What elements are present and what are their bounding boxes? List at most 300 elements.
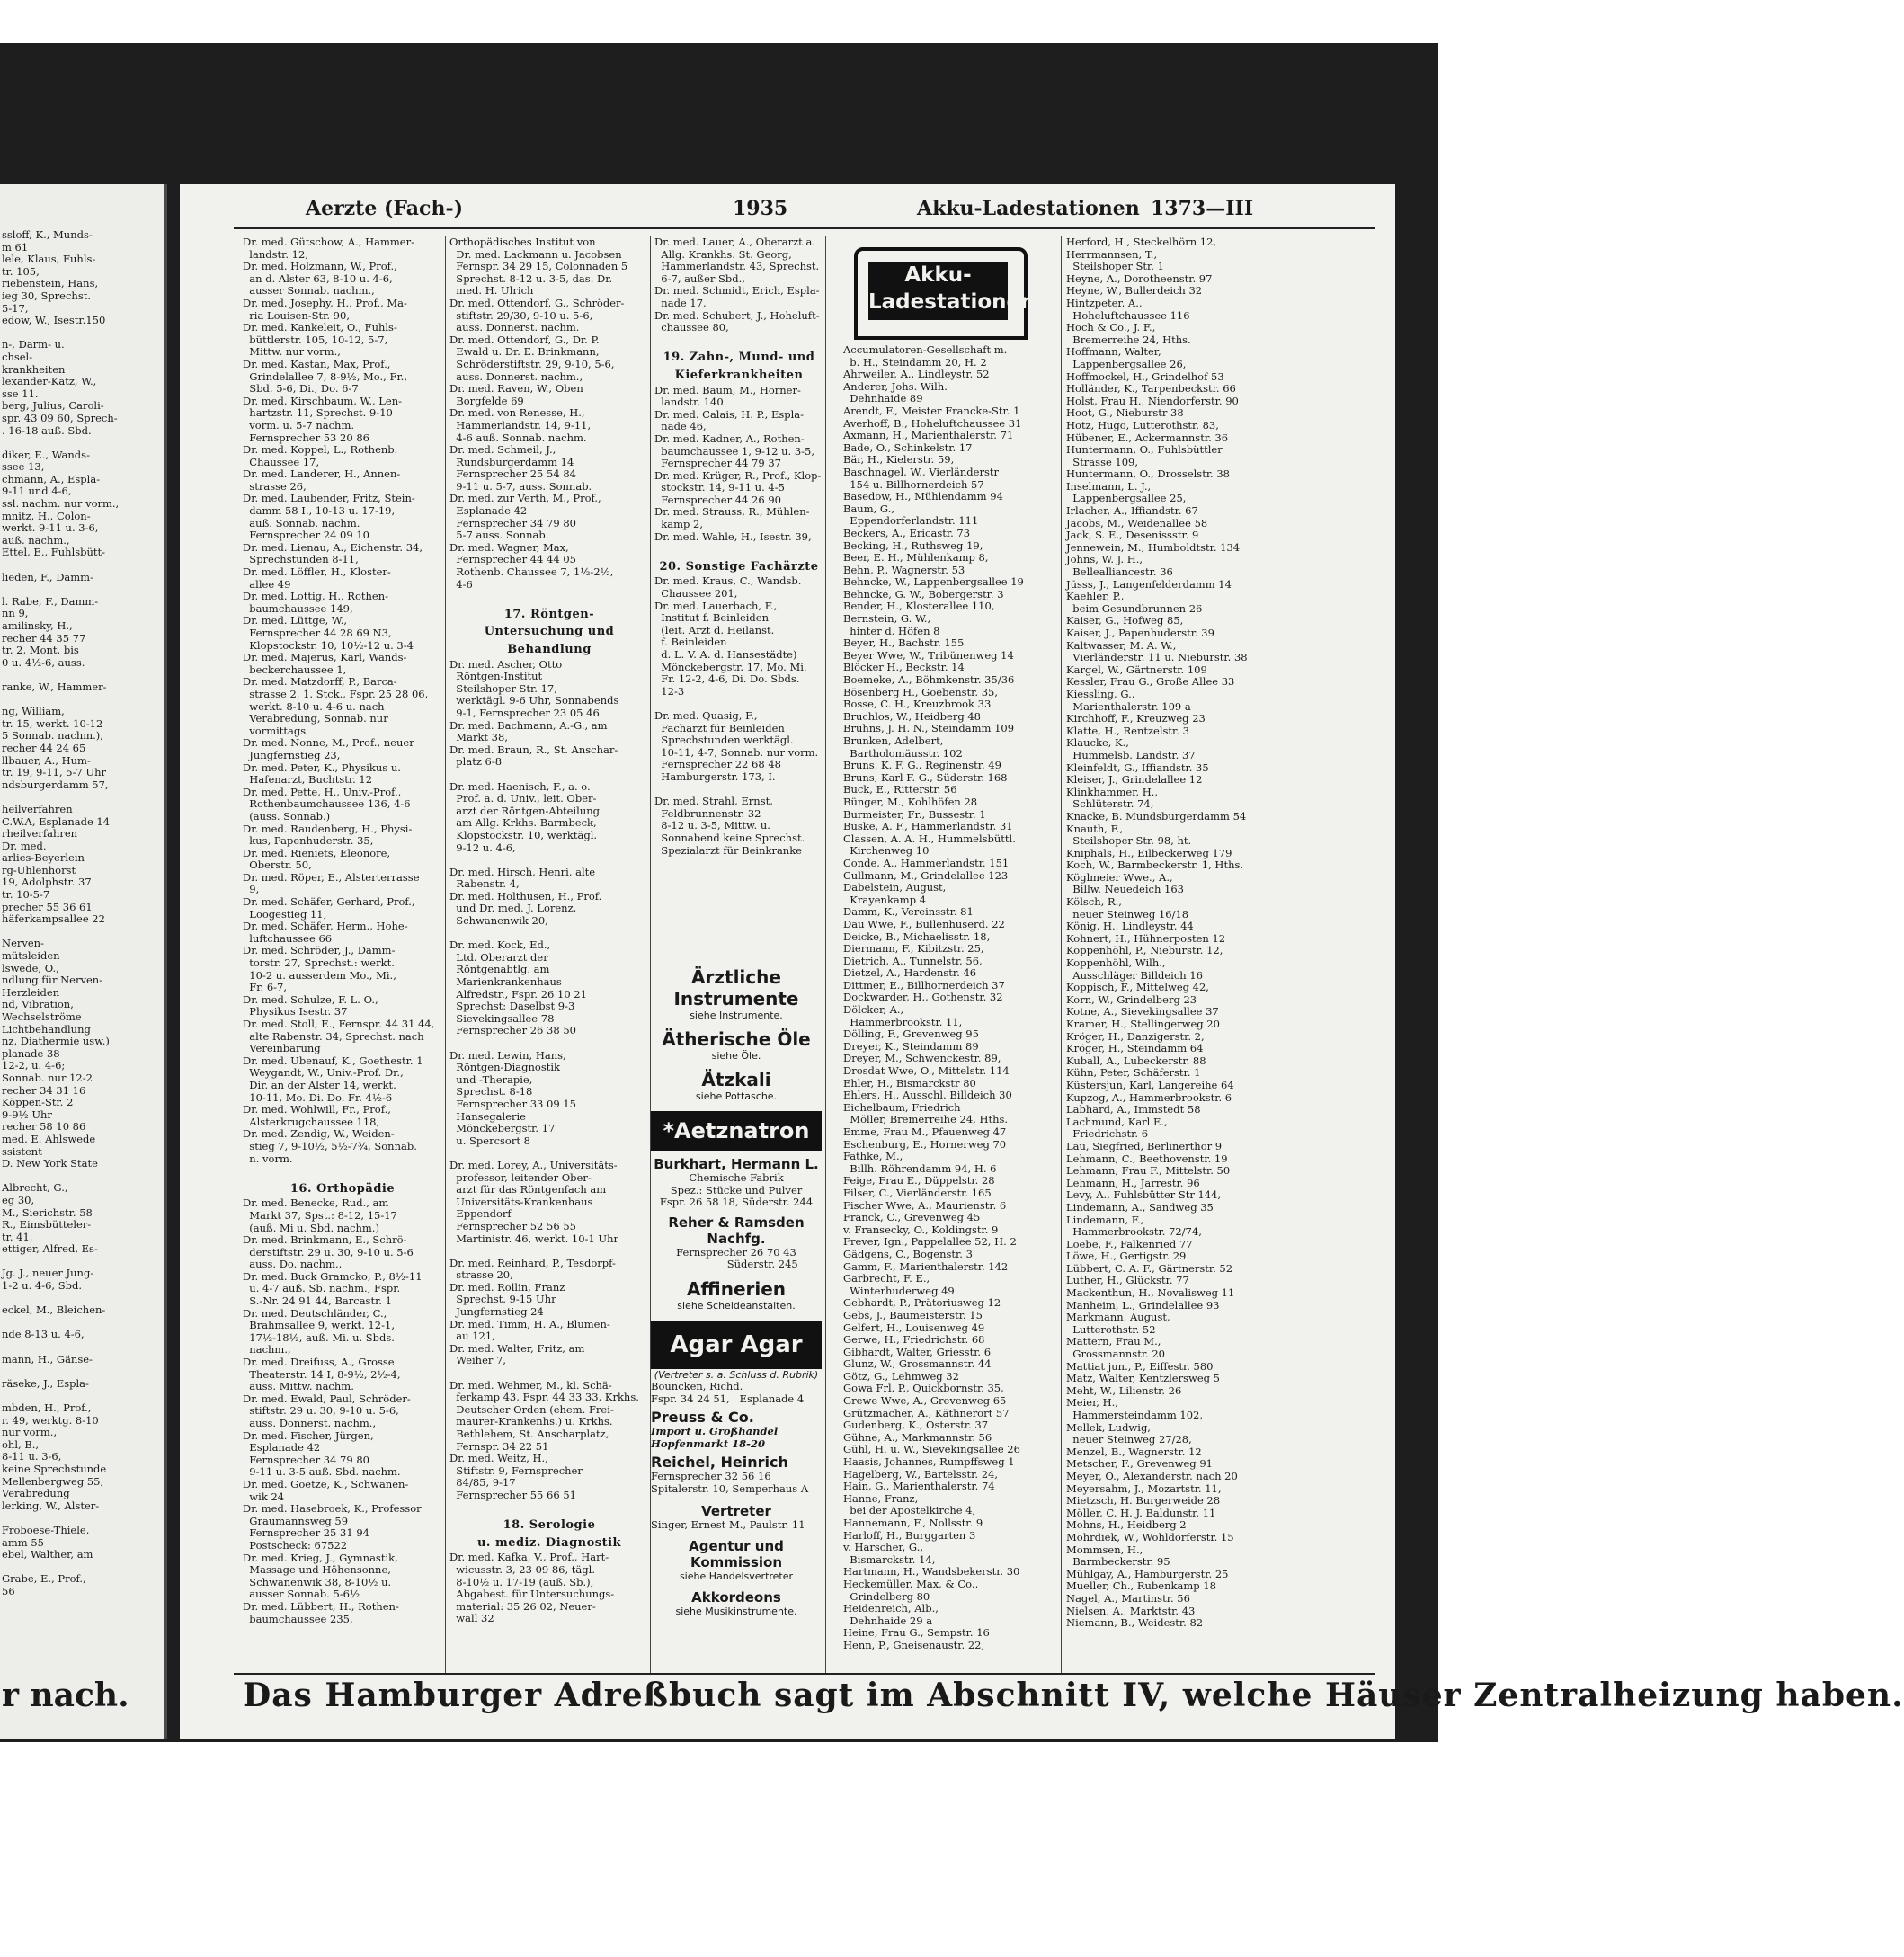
directory-line: Hanne, Franz, <box>843 1491 919 1505</box>
directory-line: u. Spercsort 8 <box>449 1134 530 1147</box>
directory-line <box>449 769 649 781</box>
directory-line <box>2 926 162 938</box>
directory-line: Grindelallee 7, 8-9½, Mo., Fr., <box>243 369 407 383</box>
akku-heading-box <box>854 247 1036 340</box>
directory-line: landstr. 140 <box>654 396 724 409</box>
directory-line: 5-7 auss. Sonnab. <box>449 529 549 542</box>
directory-line: Möller, Bremerreihe 24, Hths. <box>843 1113 1009 1126</box>
directory-line: chsel- <box>2 350 33 363</box>
directory-line: Dr. med. Schulze, F. L. O., <box>243 992 378 1006</box>
ad-agar-title: Agar Agar <box>651 1321 822 1369</box>
directory-line: Levy, A., Fuhlsbütter Str 144, <box>1066 1188 1222 1202</box>
directory-line: Hammersteindamm 102, <box>1066 1409 1204 1421</box>
directory-line <box>449 1502 649 1515</box>
directory-line: Dr. med. Lienau, A., Eichenstr. 34, <box>243 540 423 554</box>
directory-line: Dir. an der Alster 14, werkt. <box>243 1078 396 1091</box>
directory-line: Dr. med. Strahl, Ernst, <box>654 795 773 808</box>
directory-line: d. L. V. A. d. Hansestädte) <box>654 648 797 661</box>
directory-line: Verabredung <box>2 1487 70 1500</box>
directory-line: Heidenreich, Alb., <box>843 1602 939 1615</box>
directory-line: Boemeke, A., Böhmkenstr. 35/36 <box>843 673 1015 687</box>
section-heading: 16. Orthopädie <box>289 1181 396 1196</box>
directory-line: Deutscher Orden (ehem. Frei- <box>449 1402 614 1416</box>
directory-line: Bernstein, G. W., <box>843 612 931 626</box>
directory-line: Dr. med. Pette, H., Univ.-Prof., <box>243 785 402 798</box>
section-heading: 20. Sonstige Fachärzte <box>659 559 819 574</box>
directory-line: 5-17, <box>2 301 29 315</box>
directory-line: riebenstein, Hans, <box>2 277 99 290</box>
directory-line: Korn, W., Grindelberg 23 <box>1066 992 1197 1006</box>
directory-line: Röntgen-Institut <box>449 670 543 683</box>
directory-line: Schwanenwik 38, 8-10½ u. <box>243 1575 392 1588</box>
directory-line: baumchaussee 149, <box>243 601 353 615</box>
directory-line: Albrecht, G., <box>2 1181 68 1195</box>
directory-line: Luther, H., Glückstr. 77 <box>1066 1274 1189 1287</box>
directory-line: Mattern, Frau M., <box>1066 1335 1161 1348</box>
left-page-fragment <box>0 184 167 1739</box>
directory-line: Dr. med. Ascher, Otto <box>449 657 563 671</box>
directory-line: Bellealliancestr. 36 <box>1066 565 1173 579</box>
directory-line: Hammerbrookstr. 72/74, <box>1066 1225 1202 1239</box>
directory-line: Hammerlandstr. 43, Sprechst. <box>654 260 820 273</box>
directory-line: Niemann, B., Weidestr. 82 <box>1066 1616 1204 1630</box>
directory-line: Dr. med. Landerer, H., Annen- <box>243 467 401 481</box>
directory-line: Dölling, F., Grevenweg 95 <box>843 1027 979 1041</box>
directory-line: 9-1, Fernsprecher 23 05 46 <box>449 706 600 719</box>
directory-line: ndlung für Nerven- <box>2 974 103 987</box>
directory-line: Dr. med. Rieniets, Eleonore, <box>243 846 391 859</box>
directory-line: 9-11 u. 5-7, auss. Sonnab. <box>449 479 592 493</box>
directory-line: Bethlehem, St. Anscharplatz, <box>449 1428 609 1440</box>
directory-line: Esplanade 42 <box>243 1441 321 1454</box>
directory-line: 9, <box>243 883 260 896</box>
directory-line: Hoch & Co., J. F., <box>1066 321 1156 334</box>
directory-line: Hammerlandstr. 14, 9-11, <box>449 418 592 431</box>
directory-line: Brahmsallee 9, werkt. 12-1, <box>243 1319 395 1332</box>
directory-line: Diermann, F., Kibitzstr. 25, <box>843 942 984 956</box>
directory-line: Buske, A. F., Hammerlandstr. 31 <box>843 820 1013 833</box>
directory-line: Dr. med. Gütschow, A., Hammer- <box>243 236 414 248</box>
directory-line: Köppen-Str. 2 <box>2 1096 74 1109</box>
directory-line: Markmann, August, <box>1066 1311 1170 1324</box>
directory-line: Hoot, G., Nieburstr 38 <box>1066 406 1184 420</box>
directory-line: Gelfert, H., Louisenweg 49 <box>843 1321 985 1334</box>
directory-line: nde 8-13 u. 4-6, <box>2 1328 85 1341</box>
directory-line: Drosdat Wwe, O., Mittelstr. 114 <box>843 1064 1010 1078</box>
directory-line: D. New York State <box>2 1157 98 1170</box>
directory-line: Kaiser, J., Papenhuderstr. 39 <box>1066 627 1214 639</box>
directory-line: Hafenarzt, Buchtstr. 12 <box>243 773 373 787</box>
directory-line: Huntermann, O., Drosselstr. 38 <box>1066 467 1231 481</box>
directory-line: torstr. 27, Sprechst.: werkt. <box>243 956 395 970</box>
directory-line: alte Rabenstr. 34, Sprechst. nach <box>243 1029 424 1043</box>
directory-line: auss. Mittw. nachm. <box>243 1380 354 1393</box>
directory-line <box>449 591 649 603</box>
directory-line: Sprechst. 8-12 u. 3-5, das. Dr. <box>449 271 613 285</box>
directory-line: Dr. med. Strauss, R., Mühlen- <box>654 505 810 519</box>
directory-line: diker, E., Wands- <box>2 448 90 461</box>
directory-line: Hintzpeter, A., <box>1066 296 1143 309</box>
directory-line: Dr. med. Baum, M., Horner- <box>654 383 801 396</box>
directory-line: Bruchlos, W., Heidberg 48 <box>843 709 981 723</box>
directory-line: Dr. med. Ubenauf, K., Goethestr. 1 <box>243 1054 423 1067</box>
directory-line: Grabe, E., Prof., <box>2 1572 86 1586</box>
directory-line: C.W.A, Esplanade 14 <box>2 814 111 828</box>
directory-line: Dr. med. Kastan, Max, Prof., <box>243 357 391 370</box>
directory-line: ssl. nachm. nur vorm., <box>2 497 120 511</box>
directory-line: Jennewein, M., Humboldtstr. 134 <box>1066 540 1241 554</box>
directory-line: Hamburgerstr. 173, I. <box>654 769 776 783</box>
directory-line: Frever, Ign., Pappelallee 52, H. 2 <box>843 1235 1017 1249</box>
directory-line: Nagel, A., Martinstr. 56 <box>1066 1591 1190 1605</box>
directory-line: Bruns, K. F. G., Reginenstr. 49 <box>843 759 1001 772</box>
directory-line: Heyne, A., Dorotheenstr. 97 <box>1066 271 1213 285</box>
directory-line: stockstr. 14, 9-11 u. 4-5 <box>654 481 785 494</box>
directory-line: Röntgen-Diagnostik <box>449 1061 560 1074</box>
directory-line: M., Sierichstr. 58 <box>2 1205 93 1219</box>
ad-aetzkali-title: Ätzkali <box>701 1069 771 1090</box>
directory-line: ria Louisen-Str. 90, <box>243 308 350 322</box>
directory-line: Bünger, M., Kohlhöfen 28 <box>843 795 978 808</box>
directory-line: Lehmann, C., Beethovenstr. 19 <box>1066 1152 1228 1165</box>
directory-line: Mietzsch, H. Burgerweide 28 <box>1066 1494 1221 1508</box>
directory-line: Dr. med. Kock, Ed., <box>449 938 551 952</box>
directory-line: Lehmann, H., Jarrestr. 96 <box>1066 1176 1200 1189</box>
directory-line: Orthopädisches Institut von <box>449 236 596 248</box>
directory-line: Feldbrunnenstr. 32 <box>654 806 761 820</box>
directory-line: ssee 13, <box>2 460 45 474</box>
directory-line: Dietrich, A., Tunnelstr. 56, <box>843 954 983 967</box>
directory-line: lexander-Katz, W., <box>2 375 97 388</box>
advert-column <box>651 959 822 1642</box>
directory-line: Massage und Höhensonne, <box>243 1563 391 1577</box>
directory-line <box>449 854 649 867</box>
directory-line: Metscher, F., Grevenweg 91 <box>1066 1457 1213 1471</box>
directory-line: sse 11. <box>2 387 39 400</box>
directory-line: auss. Donnerst. nachm., <box>449 369 583 383</box>
directory-line: 6-7, außer Sbd., <box>654 271 745 285</box>
directory-line: Koppisch, F., Mittelweg 42, <box>1066 981 1209 994</box>
directory-line: professor, leitender Ober- <box>449 1170 592 1184</box>
directory-line: (auss. Sonnab.) <box>243 809 331 823</box>
directory-line: Lübbert, C. A. F., Gärtnerstr. 52 <box>1066 1261 1233 1275</box>
directory-line: lele, Klaus, Fuhls- <box>2 253 96 266</box>
directory-line: Billh. Röhrendamm 94, H. 6 <box>843 1161 997 1175</box>
directory-line: nade 17, <box>654 296 707 309</box>
directory-line: Dr. med. Schäfer, Herm., Hohe- <box>243 920 408 933</box>
directory-line: Ahrweiler, A., Lindleystr. 52 <box>843 368 990 381</box>
directory-line: werkt. 9-11 u. 3-6, <box>2 521 99 535</box>
directory-line: Klinkhammer, H., <box>1066 785 1159 798</box>
directory-line: 84/85, 9-17 <box>449 1476 516 1490</box>
directory-line: Koppenhöhl, P., Nieburstr. 12, <box>1066 944 1223 957</box>
directory-line: Dr. med. Wohlwill, Fr., Prof., <box>243 1103 391 1116</box>
ad-preuss-text: Import u. Großhandel Hopfenmarkt 18-20 <box>651 1425 779 1450</box>
directory-line: strasse 2, 1. Stck., Fspr. 25 28 06, <box>243 687 429 700</box>
directory-line: Baum, G., <box>843 502 895 515</box>
directory-line: Beckers, A., Ericastr. 73 <box>843 526 971 539</box>
directory-line: Dr. med. Kirschbaum, W., Len- <box>243 394 403 407</box>
directory-line: Mittw. nur vorm., <box>243 345 341 359</box>
directory-line: Bade, O., Schinkelstr. 17 <box>843 440 973 454</box>
directory-line: Dr. med. Schmidt, Erich, Espla- <box>654 284 820 298</box>
directory-line: Jungfernstieg 23, <box>243 748 341 761</box>
directory-line: ndsburgerdamm 57, <box>2 778 109 791</box>
section-heading: Behandlung <box>507 643 592 656</box>
directory-line: Dr. med. Löffler, H., Kloster- <box>243 565 391 579</box>
directory-line: Institut f. Beinleiden <box>654 611 769 625</box>
directory-line: Dehnhaide 89 <box>843 392 923 405</box>
directory-line: ng, William, <box>2 705 65 718</box>
directory-line: Dr. med. Lüttge, W., <box>243 614 348 627</box>
directory-line: Grindelberg 80 <box>843 1589 930 1603</box>
directory-line: eg 30, <box>2 1193 35 1206</box>
directory-line: Brunken, Adelbert, <box>843 734 944 747</box>
directory-line: Deicke, B., Michaelisstr. 18, <box>843 930 991 943</box>
directory-line: Jacobs, M., Weidenallee 58 <box>1066 516 1208 529</box>
directory-line: Huntermann, O., Fuhlsbüttler <box>1066 443 1223 457</box>
directory-line: Lichtbehandlung <box>2 1022 91 1036</box>
directory-line: Oberstr. 50, <box>243 858 312 872</box>
directory-line: Ltd. Oberarzt der <box>449 950 548 964</box>
ad-affinerien-ref: siehe Scheideanstalten. <box>677 1299 796 1312</box>
directory-line: Dr. med. Fischer, Jürgen, <box>243 1428 374 1442</box>
directory-line: Gebs, J., Baumeisterstr. 15 <box>843 1308 983 1321</box>
ad-reichel-text: Fernsprecher 32 56 16 Spitalerstr. 10, Semperhaus A <box>651 1470 809 1495</box>
directory-line: allee 49 <box>243 577 291 591</box>
section-heading: Untersuchung und <box>484 625 615 639</box>
directory-line: Behncke, W., Lappenbergsallee 19 <box>843 575 1024 589</box>
ad-reher-name: Reher & Ramsden Nachfg. <box>668 1214 805 1247</box>
directory-line <box>2 791 162 804</box>
directory-line: Dietzel, A., Hardenstr. 46 <box>843 966 977 980</box>
directory-line <box>449 928 649 940</box>
directory-line: Beyer, H., Bachstr. 155 <box>843 636 965 650</box>
header-section-right: Akku-Ladestationen <box>917 197 1140 220</box>
directory-line: tr. 105, <box>2 264 40 278</box>
directory-line: spr. 43 09 60, Sprech- <box>2 411 118 424</box>
directory-line: Franck, C., Grevenweg 45 <box>843 1211 981 1224</box>
directory-line: Martinistr. 46, werkt. 10-1 Uhr <box>449 1232 618 1245</box>
directory-line: au 121, <box>449 1330 495 1343</box>
directory-line: Postscheck: 67522 <box>243 1538 348 1552</box>
directory-line: und Dr. med. J. Lorenz, <box>449 902 577 915</box>
directory-line: berg, Julius, Caroli- <box>2 399 104 413</box>
directory-line: v. Fransecky, O., Koldingstr. 9 <box>843 1223 999 1236</box>
directory-line: Fernsprecher 33 09 15 <box>449 1097 576 1110</box>
directory-line: chmann, A., Espla- <box>2 472 101 485</box>
ad-vertreter-text: Singer, Ernest M., Paulstr. 11 <box>651 1517 805 1531</box>
directory-line: büttlerstr. 105, 10-12, 5-7, <box>243 333 388 346</box>
directory-line: Lindemann, A., Sandweg 35 <box>1066 1200 1214 1214</box>
directory-line: 154 u. Billhornerdeich 57 <box>843 477 984 491</box>
left-page-banner: r nach. <box>2 1677 129 1714</box>
directory-line: Meyersahm, J., Mozartstr. 11, <box>1066 1481 1222 1495</box>
directory-line: Dr. med. Koppel, L., Rothenb. <box>243 443 398 457</box>
directory-line: m 61 <box>2 240 29 254</box>
directory-line: Mellenbergweg 55, <box>2 1474 104 1488</box>
directory-line: Fernspr. 34 22 51 <box>449 1439 549 1453</box>
directory-line: Stiftstr. 9, Fernsprecher <box>449 1463 583 1477</box>
directory-line: 12-2, u. 4-6; <box>2 1059 66 1072</box>
directory-line: 10-11, Mo. Di. Do. Fr. 4½-6 <box>243 1090 393 1104</box>
directory-line: 0 u. 4½-6, auss. <box>2 655 85 669</box>
directory-line: heilverfahren <box>2 802 73 815</box>
directory-line: Fernsprecher 44 28 69 N3, <box>243 627 392 639</box>
directory-line: Hansegalerie <box>449 1109 526 1123</box>
directory-line: Sprechstunden werktägl. <box>654 734 794 747</box>
directory-line: Meht, W., Lilienstr. 26 <box>1066 1383 1182 1397</box>
directory-line: 17½-18½, auß. Mi. u. Sbds. <box>243 1330 395 1344</box>
footer-rule <box>234 1673 1375 1675</box>
page-header <box>180 197 1395 227</box>
directory-line <box>2 1341 162 1354</box>
directory-line: Sprechst. 9-15 Uhr <box>449 1293 556 1306</box>
directory-line: Gühne, A., Markmannstr. 56 <box>843 1430 992 1444</box>
directory-line: Sprechstunden 8-11, <box>243 553 359 566</box>
directory-line: Hoheluftchaussee 116 <box>1066 308 1190 322</box>
directory-line: Dockwarder, H., Gothenstr. 32 <box>843 991 1003 1004</box>
directory-line: Menzel, B., Wagnerstr. 12 <box>1066 1445 1202 1458</box>
ad-aetznatron-title: *Aetznatron <box>651 1111 822 1151</box>
directory-line: Hain, G., Marienthalerstr. 74 <box>843 1480 995 1493</box>
directory-line: Becking, H., Ruthsweg 19, <box>843 538 983 552</box>
directory-line: Holst, Frau H., Niendorferstr. 90 <box>1066 394 1239 407</box>
directory-line: Marienkrankenhaus <box>449 975 562 989</box>
directory-line: Garbrecht, F. E., <box>843 1272 930 1285</box>
directory-line: Nielsen, A., Marktstr. 43 <box>1066 1604 1196 1617</box>
directory-line: Dr. med. Dreifuss, A., Grosse <box>243 1356 395 1369</box>
directory-line: Dr. med. Walter, Fritz, am <box>449 1341 585 1355</box>
directory-line: Dittmer, E., Billhornerdeich 37 <box>843 978 1005 992</box>
ad-affinerien-title: Affinerien <box>686 1277 787 1300</box>
directory-line <box>654 543 823 556</box>
directory-line: tr. 15, werkt. 10-12 <box>2 716 103 730</box>
directory-line: an d. Alster 63, 8-10 u. 4-6, <box>243 271 393 285</box>
directory-line: n-, Darm- u. <box>2 338 65 351</box>
directory-line: Verabredung, Sonnab. nur <box>243 712 388 725</box>
directory-line: Johns, W. J. H., <box>1066 553 1143 566</box>
directory-line: Weygandt, W., Univ.-Prof. Dr., <box>243 1066 404 1080</box>
directory-line: Dr. med. Brinkmann, E., Schrö- <box>243 1233 407 1247</box>
directory-line: Dr. med. zur Verth, M., Prof., <box>449 492 601 505</box>
directory-line: . 16-18 auß. Sbd. <box>2 423 92 437</box>
directory-line: Gowa Frl. P., Quickbornstr. 35, <box>843 1382 1004 1395</box>
directory-line: beckerchaussee 1, <box>243 663 347 676</box>
directory-line: Rothenb. Chaussee 7, 1½-2½, <box>449 565 614 579</box>
directory-line: Dr. med. Bachmann, A.-G., am <box>449 718 608 732</box>
main-page <box>180 184 1904 1739</box>
directory-line: Dr. med. Raudenberg, H., Physi- <box>243 822 413 835</box>
ad-agentur-ref: siehe Handelsvertreter <box>679 1570 794 1583</box>
directory-line: Mönckebergstr. 17 <box>449 1122 556 1135</box>
directory-line: Dr. med. Krieg, J., Gymnastik, <box>243 1551 398 1564</box>
directory-line: Dr. med. Kafka, V., Prof., Hart- <box>449 1551 609 1564</box>
directory-line: luftchaussee 66 <box>243 931 333 945</box>
directory-line: rheilverfahren <box>2 827 78 841</box>
directory-line: Vierländerstr. 11 u. Nieburstr. 38 <box>1066 651 1248 664</box>
directory-line: auß. Sonnab. nachm. <box>243 516 360 529</box>
directory-line: chaussee 80, <box>654 321 729 334</box>
directory-line: Fernsprecher 26 38 50 <box>449 1024 576 1037</box>
directory-line: Bruhns, J. H. N., Steindamm 109 <box>843 722 1015 735</box>
directory-line: Dr. med. Lauerbach, F., <box>654 599 778 612</box>
directory-line: Cullmann, M., Grindelallee 123 <box>843 868 1009 882</box>
directory-line: Eppendorferlandstr. 111 <box>843 514 979 528</box>
directory-line: Rothenbaumchaussee 136, 4-6 <box>243 797 411 811</box>
directory-line: Hoffmockel, H., Grindelhof 53 <box>1066 369 1224 383</box>
directory-line: Dr. med. Lackmann u. Jacobsen <box>449 247 622 261</box>
directory-line: Alfredstr., Fspr. 26 10 21 <box>449 987 587 1001</box>
directory-line: 9-11 und 4-6, <box>2 485 72 498</box>
ad-aetzkali-ref: siehe Pottasche. <box>695 1090 778 1102</box>
column-divider <box>825 236 826 1675</box>
directory-line: nachm., <box>243 1343 291 1357</box>
directory-line: stiftstr. 29/30, 9-10 u. 5-6, <box>449 308 593 322</box>
directory-line: Sievekingsallee 78 <box>449 1011 555 1025</box>
directory-line: S.-Nr. 24 91 44, Barcastr. 1 <box>243 1294 392 1308</box>
directory-line: mbden, H., Prof., <box>2 1401 92 1414</box>
directory-line: Dr. med. von Renesse, H., <box>449 406 585 420</box>
section-heading: 19. Zahn-, Mund- und <box>663 351 815 365</box>
directory-line: Hannemann, F., Nollsstr. 9 <box>843 1517 983 1529</box>
directory-line: Dr. med. Weitz, H., <box>449 1452 548 1465</box>
directory-line: ssloff, K., Munds- <box>2 228 93 241</box>
directory-line: arzt für das Röntgenfach am <box>449 1183 607 1196</box>
directory-line: häferkampsallee 22 <box>2 912 105 926</box>
directory-line: Billw. Neuedeich 163 <box>1066 883 1184 896</box>
directory-line: Heyne, W., Bullerdeich 32 <box>1066 284 1203 298</box>
directory-line: auss. Donnerst. nachm., <box>243 1417 377 1429</box>
directory-line: precher 55 36 61 <box>2 900 93 913</box>
section-heading: 18. Serologie <box>503 1518 596 1533</box>
directory-line: med. E. Ahlswede <box>2 1132 96 1145</box>
directory-line: damm 58 I., 10-13 u. 17-19, <box>243 504 396 518</box>
directory-line <box>654 698 823 710</box>
directory-line: Koppenhöhl, Wilh., <box>1066 956 1166 970</box>
directory-line: Dr. med. Quasig, F., <box>654 708 758 722</box>
directory-line: neuer Steinweg 16/18 <box>1066 907 1189 921</box>
directory-line: Abgabest. für Untersuchungs- <box>449 1588 615 1601</box>
directory-line: krankheiten <box>2 362 66 376</box>
directory-line: Lutterothstr. 52 <box>1066 1322 1156 1336</box>
directory-line: Dr. med. Schröder, J., Damm- <box>243 944 396 957</box>
directory-line: Arendt, F., Meister Francke-Str. 1 <box>843 404 1020 417</box>
directory-line: Herrmannsen, T., <box>1066 247 1158 261</box>
directory-line: Fernsprecher 52 56 55 <box>449 1219 576 1232</box>
directory-line: Dreyer, M., Schwenckestr. 89, <box>843 1052 1001 1065</box>
directory-line: Henn, P., Gneisenaustr. 22, <box>843 1638 985 1651</box>
directory-line: Borgfelde 69 <box>449 394 524 407</box>
directory-line: Dr. med. Schäfer, Gerhard, Prof., <box>243 895 415 909</box>
directory-line: Behn, P., Wagnerstr. 53 <box>843 563 965 576</box>
directory-line: u. 4-7 auß. Sb. nachm., Fspr. <box>243 1282 401 1295</box>
directory-line: Sbd. 5-6, Di., Do. 6-7 <box>243 382 359 396</box>
directory-line: 8-10½ u. 17-19 (auß. Sb.), <box>449 1575 594 1588</box>
directory-line: Dr. med. Holzmann, W., Prof., <box>243 260 397 273</box>
directory-line: Herzleiden <box>2 985 60 999</box>
directory-line: Alsterkrugchaussee 118, <box>243 1115 380 1128</box>
directory-line: am Allg. Krkhs. Barmbeck, <box>449 816 597 830</box>
column-divider <box>1061 236 1062 1675</box>
directory-line: r. 49, werktg. 8-10 <box>2 1413 99 1427</box>
directory-line: Sonnabend keine Sprechst. <box>654 831 805 844</box>
directory-line: Nerven- <box>2 937 44 950</box>
directory-line: Facharzt für Beinleiden <box>654 721 785 734</box>
directory-line: nz, Diathermie usw.) <box>2 1035 110 1048</box>
directory-line: Lau, Siegfried, Berlinerthor 9 <box>1066 1139 1223 1152</box>
directory-line: Eschenburg, E., Hornerweg 70 <box>843 1137 1007 1151</box>
